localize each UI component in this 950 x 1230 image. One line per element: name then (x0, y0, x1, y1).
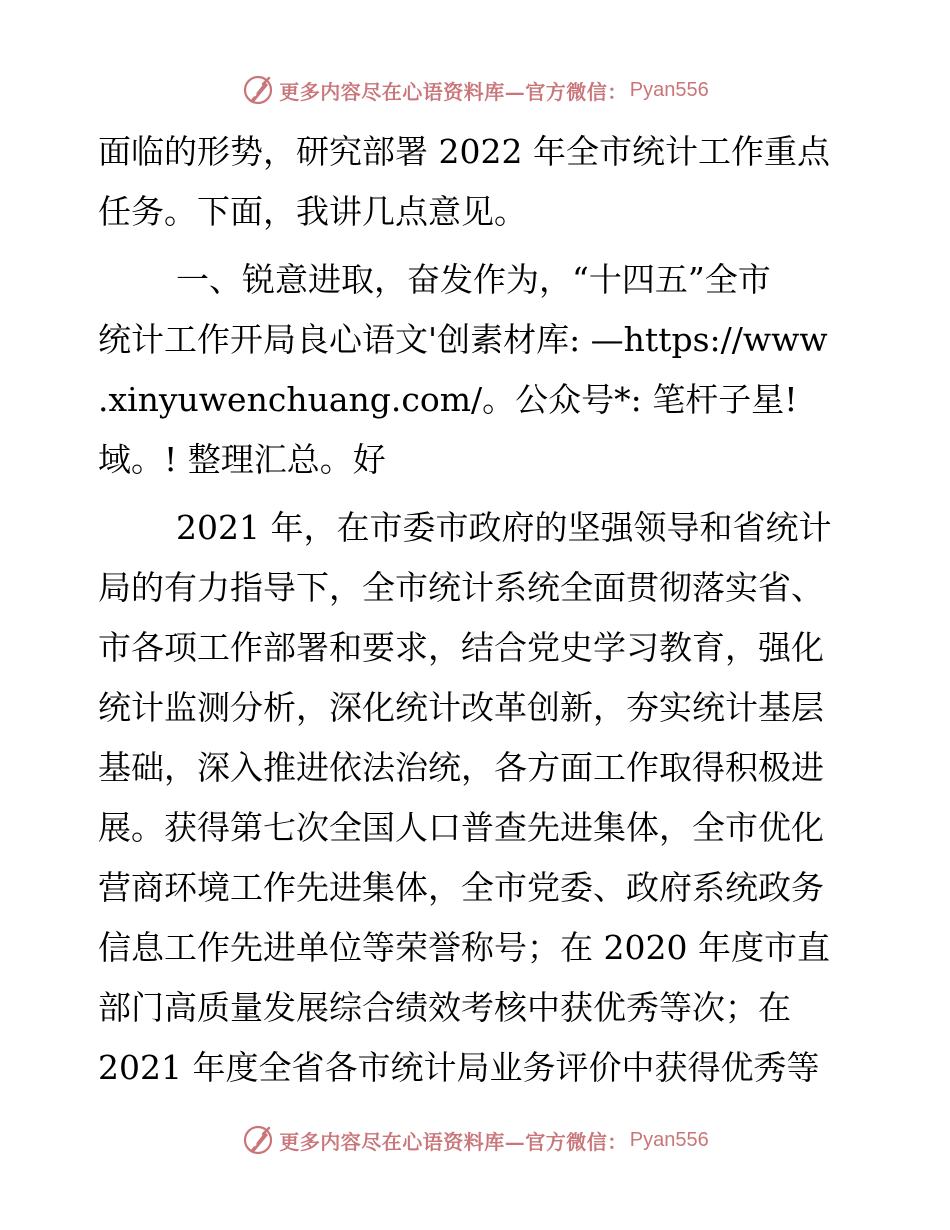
text-line: .xinyuwenchuang.com/。公众号*: 笔杆子星! (98, 380, 798, 419)
text-line: 展。获得第七次全国人口普查先进集体，全市优化 (98, 808, 824, 847)
text-line: 2021 年度全省各市统计局业务评价中获得优秀等 (98, 1048, 820, 1087)
text-line: 市各项工作部署和要求，结合党史学习教育，强化 (98, 628, 824, 667)
watermark-wechat-id: Pyan556 (629, 1128, 709, 1151)
watermark-text: 更多内容尽在心语资料库—官方微信： (279, 1129, 628, 1154)
watermark-wechat-id: Pyan556 (629, 78, 709, 101)
text-line: 域。! 整理汇总。好 (98, 440, 386, 479)
text-line: 2021 年，在市委市政府的坚强领导和省统计 (176, 508, 832, 547)
text-line: 任务。下面，我讲几点意见。 (98, 192, 527, 231)
quill-logo-icon (241, 1123, 275, 1157)
watermark-text: 更多内容尽在心语资料库—官方微信： (279, 79, 628, 104)
text-line: 局的有力指导下，全市统计系统全面贯彻落实省、 (98, 568, 824, 607)
text-line: 面临的形势，研究部署 2022 年全市统计工作重点 (98, 132, 830, 171)
watermark-banner-bottom (0, 1120, 950, 1160)
text-line: 统计工作开局良心语文'创素材库: —https://www (98, 320, 828, 359)
text-line: 统计监测分析，深化统计改革创新，夯实统计基层 (98, 688, 824, 727)
text-line: 营商环境工作先进集体，全市党委、政府系统政务 (98, 868, 824, 907)
watermark-banner-top (0, 70, 950, 110)
text-line: 部门高质量发展综合绩效考核中获优秀等次；在 (98, 988, 791, 1027)
text-line: 基础，深入推进依法治统，各方面工作取得积极进 (98, 748, 824, 787)
document-body (98, 122, 858, 1098)
section-heading-line: 一、锐意进取，奋发作为，“十四五”全市 (176, 260, 771, 299)
quill-logo-icon (241, 73, 275, 107)
text-line: 信息工作先进单位等荣誉称号；在 2020 年度市直 (98, 928, 830, 967)
